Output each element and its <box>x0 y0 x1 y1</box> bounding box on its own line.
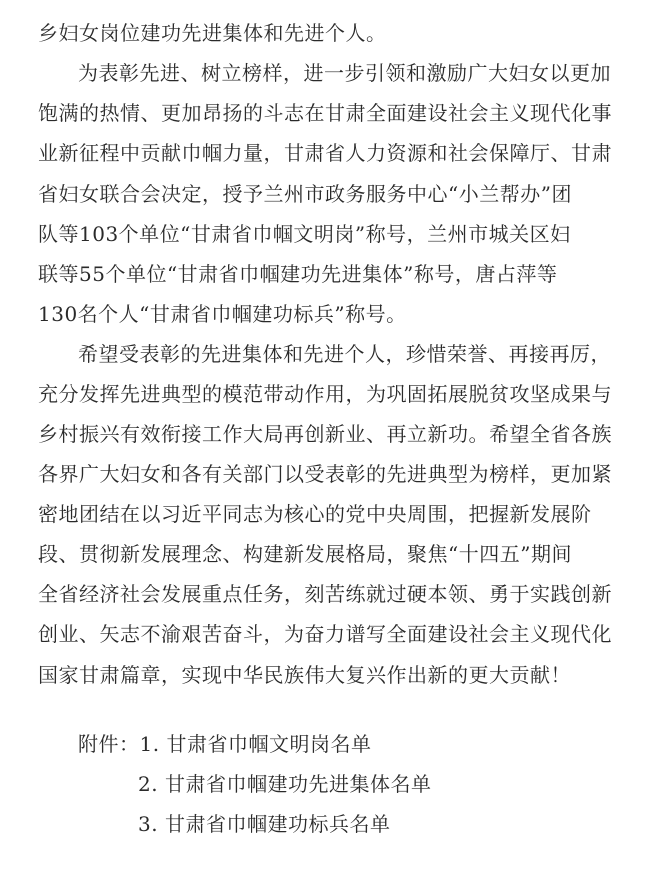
text-line: 希望受表彰的先进集体和先进个人，珍惜荣誉、再接再厉， <box>78 342 611 366</box>
text-line: 段、贯彻新发展理念、构建新发展格局，聚焦“十四五”期间 <box>38 542 572 566</box>
text-line: 密地团结在以习近平同志为核心的党中央周围，把握新发展阶 <box>38 502 592 526</box>
text-line: 联等55个单位“甘肃省巾帼建功先进集体”称号，唐占萍等 <box>38 262 558 286</box>
text-line: 为表彰先进、树立榜样，进一步引领和激励广大妇女以更加 <box>78 61 611 85</box>
attachment-item: 2. 甘肃省巾帼建功先进集体名单 <box>138 772 432 796</box>
text-line: 充分发挥先进典型的模范带动作用，为巩固拓展脱贫攻坚成果与 <box>38 382 612 406</box>
attachment-item: 3. 甘肃省巾帼建功标兵名单 <box>138 812 391 836</box>
text-line: 130名个人“甘肃省巾帼建功标兵”称号。 <box>38 302 407 326</box>
text-line: 业新征程中贡献巾帼力量，甘肃省人力资源和社会保障厅、甘肃 <box>38 141 612 165</box>
text-line: 创业、矢志不渝艰苦奋斗，为奋力谱写全面建设社会主义现代化 <box>38 622 612 646</box>
text-line: 乡妇女岗位建功先进集体和先进个人。 <box>38 21 387 45</box>
text-line: 各界广大妇女和各有关部门以受表彰的先进典型为榜样，更加紧 <box>38 462 612 486</box>
text-line: 省妇女联合会决定，授予兰州市政务服务中心“小兰帮办”团 <box>38 182 572 206</box>
text-line: 全省经济社会发展重点任务，刻苦练就过硬本领、勇于实践创新 <box>38 582 612 606</box>
text-line: 国家甘肃篇章，实现中华民族伟大复兴作出新的更大贡献！ <box>38 663 571 687</box>
text-line: 队等103个单位“甘肃省巾帼文明岗”称号，兰州市城关区妇 <box>38 222 571 246</box>
attachment-item: 附件：1. 甘肃省巾帼文明岗名单 <box>78 732 372 756</box>
text-line: 乡村振兴有效衔接工作大局再创新业、再立新功。希望全省各族 <box>38 422 612 446</box>
text-line: 饱满的热情、更加昂扬的斗志在甘肃全面建设社会主义现代化事 <box>38 101 612 125</box>
